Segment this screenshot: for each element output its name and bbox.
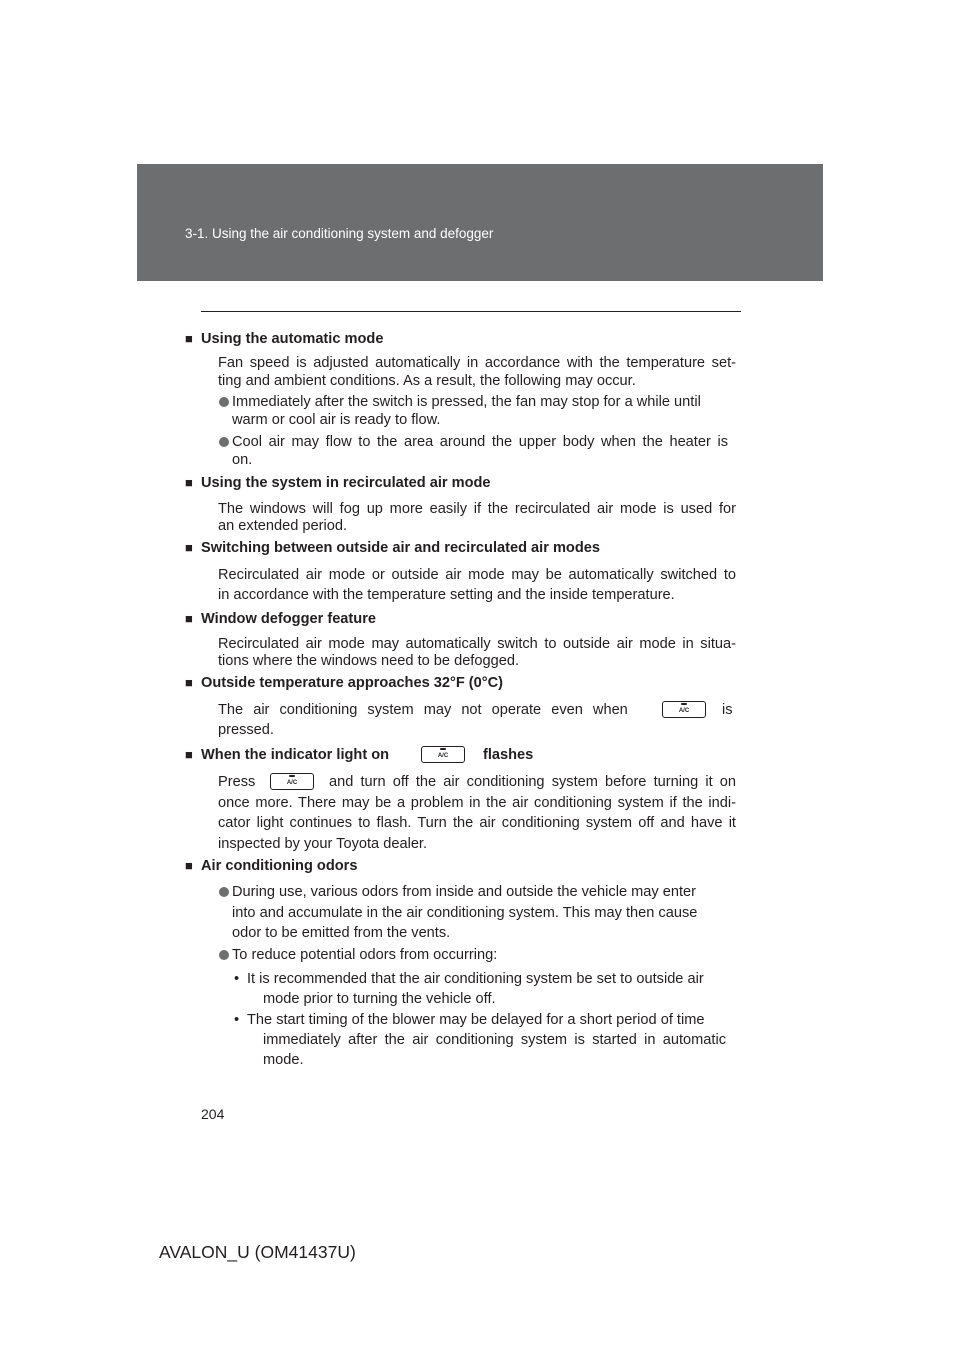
switching-body-1: Recirculated air mode or outside air mode may be automatically switched to — [218, 567, 736, 583]
indicator-led-icon — [289, 775, 295, 777]
ac-button-icon: A/C — [662, 701, 706, 718]
heading-recirc-mode: Using the system in recirculated air mode — [201, 475, 491, 491]
odors-sub1-1: It is recommended that the air conditioning system be set to outside air — [247, 971, 704, 987]
indicator-body-2: once more. There may be a problem in the air conditioning system if the indi- — [218, 795, 736, 811]
outside-temp-body-after: is — [722, 702, 733, 718]
auto-mode-body-2: ting and ambient conditions. As a result, the following may occur. — [218, 373, 636, 389]
indicator-body-1: and turn off the air conditioning system before turning it on — [329, 774, 736, 790]
sub-bullet-icon: • — [234, 971, 240, 987]
bullet-dot-icon — [219, 397, 229, 407]
auto-mode-bullet2-1: Cool air may flow to the area around the upper body when the heater is — [232, 434, 728, 450]
heading-auto-mode: Using the automatic mode — [201, 331, 384, 347]
bullet-dot-icon — [219, 887, 229, 897]
heading-odors: Air conditioning odors — [201, 858, 358, 874]
indicator-press: Press — [218, 774, 256, 790]
auto-mode-bullet1-1: Immediately after the switch is pressed, the fan may stop for a while until — [232, 394, 701, 410]
heading-square-icon: ■ — [185, 611, 193, 626]
indicator-body-4: inspected by your Toyota dealer. — [218, 836, 428, 852]
footer-model-code: AVALON_U (OM41437U) — [159, 1242, 356, 1262]
heading-indicator-after: flashes — [483, 747, 534, 763]
recirc-body-1: The windows will fog up more easily if the recirculated air mode is used for — [218, 501, 736, 517]
odors-bullet2: To reduce potential odors from occurring: — [232, 947, 498, 963]
indicator-led-icon — [440, 748, 446, 750]
odors-sub1-2: mode prior to turning the vehicle off. — [263, 991, 496, 1007]
outside-temp-body-1: The air conditioning system may not operate even when — [218, 702, 628, 718]
bullet-dot-icon — [219, 950, 229, 960]
defogger-body-2: tions where the windows need to be defogged. — [218, 653, 520, 669]
bullet-dot-icon — [219, 437, 229, 447]
odors-sub2-2: immediately after the air conditioning system is started in automatic — [263, 1032, 726, 1048]
heading-square-icon: ■ — [185, 858, 193, 873]
heading-switching: Switching between outside air and recirculated air modes — [201, 540, 600, 556]
outside-temp-body-2: pressed. — [218, 722, 274, 738]
section-title: 3-1. Using the air conditioning system and defogger — [185, 226, 494, 241]
heading-square-icon: ■ — [185, 540, 193, 555]
heading-indicator: When the indicator light on — [201, 747, 390, 763]
auto-mode-bullet2-2: on. — [232, 452, 253, 468]
ac-button-icon: A/C — [421, 746, 465, 763]
indicator-led-icon — [681, 703, 687, 705]
heading-defogger: Window defogger feature — [201, 611, 376, 627]
odors-bullet1-1: During use, various odors from inside and outside the vehicle may enter — [232, 884, 696, 900]
heading-square-icon: ■ — [185, 747, 193, 762]
sub-bullet-icon: • — [234, 1012, 240, 1028]
defogger-body-1: Recirculated air mode may automatically switch to outside air mode in situa- — [218, 636, 736, 652]
heading-square-icon: ■ — [185, 475, 193, 490]
heading-square-icon: ■ — [185, 675, 193, 690]
heading-outside-temp: Outside temperature approaches 32°F (0°C) — [201, 675, 504, 691]
auto-mode-body-1: Fan speed is adjusted automatically in accordance with the temperature set- — [218, 355, 736, 371]
odors-sub2-3: mode. — [263, 1052, 304, 1068]
odors-sub2-1: The start timing of the blower may be delayed for a short period of time — [247, 1012, 705, 1028]
odors-bullet1-2: into and accumulate in the air conditioning system. This may then cause — [232, 905, 698, 921]
ac-button-icon: A/C — [270, 773, 314, 790]
heading-square-icon: ■ — [185, 331, 193, 346]
switching-body-2: in accordance with the temperature setting and the inside temperature. — [218, 587, 675, 603]
auto-mode-bullet1-2: warm or cool air is ready to flow. — [232, 412, 441, 428]
page-number: 204 — [201, 1106, 225, 1122]
recirc-body-2: an extended period. — [218, 518, 348, 534]
odors-bullet1-3: odor to be emitted from the vents. — [232, 925, 451, 941]
indicator-body-3: cator light continues to flash. Turn the air conditioning system off and have it — [218, 815, 736, 831]
